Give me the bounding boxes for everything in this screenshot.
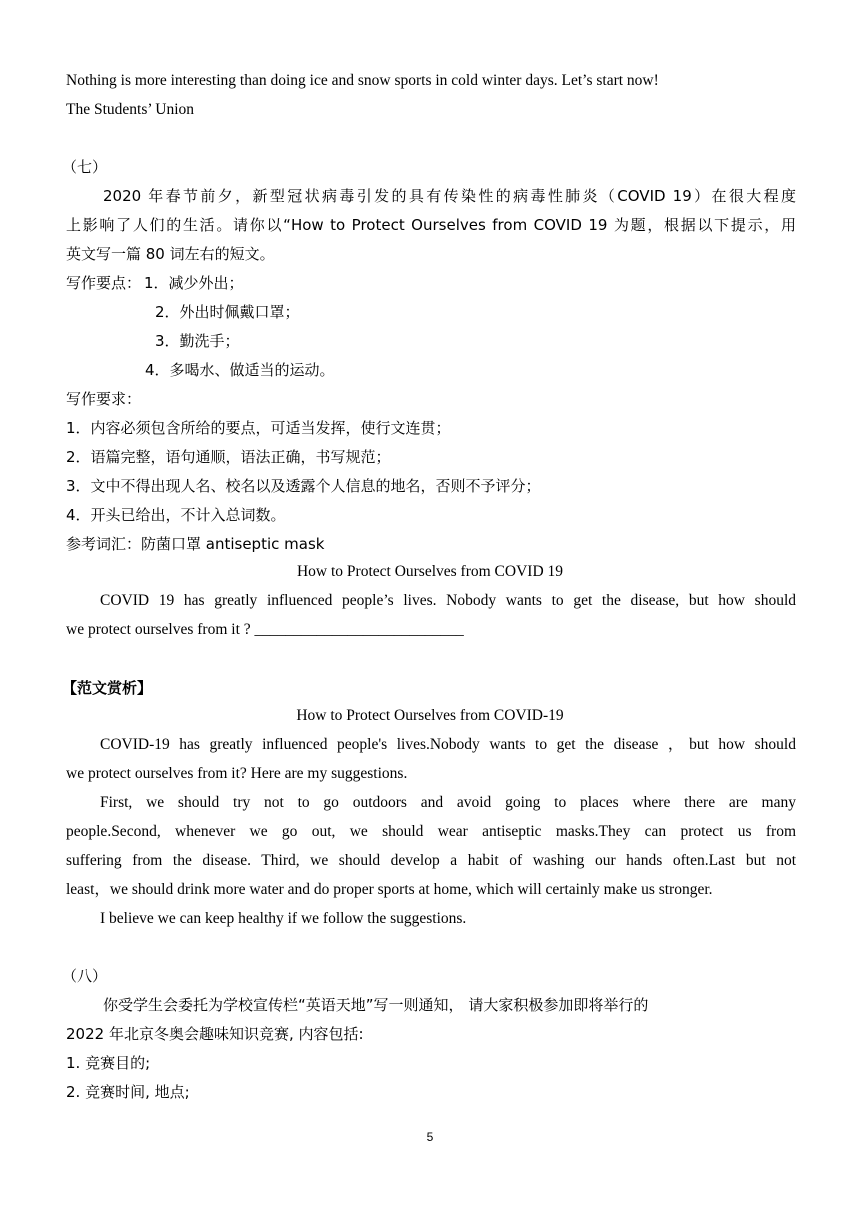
essay-opening-line-1: COVID 19 has greatly influenced people’s lives. Nobody wants to get the disease, but how should	[100, 592, 796, 609]
intro-line-1: Nothing is more interesting than doing ice and snow sports in cold winter days. Let’s start now!	[66, 72, 659, 89]
section-8-line-1: 你受学生会委托为学校宣传栏“英语天地”写一则通知， 请大家积极参加即将举行的	[103, 996, 649, 1014]
prompt-line-3: 英文写一篇 80 词左右的短文。	[66, 245, 275, 263]
model-para-2-line-1: First, we should try not to go outdoors and avoid going to places where there are many	[100, 794, 796, 811]
model-essay-title: How to Protect Ourselves from COVID-19	[296, 707, 564, 724]
requirements-label: 写作要求：	[66, 390, 142, 408]
vocabulary-hint: 参考词汇：防菌口罩 antiseptic mask	[66, 535, 325, 553]
model-para-1-line-1: COVID-19 has greatly influenced people's lives.Nobody wants to get the disease ，but how should	[100, 736, 796, 753]
model-para-2-line-3: suffering from the disease. Third, we should develop a habit of washing our hands often.Last but not	[66, 852, 796, 869]
essay-opening-line-2: we protect ourselves from it ? ___________________________	[66, 621, 464, 638]
section-8-item-2: 2. 竞赛时间, 地点;	[66, 1083, 190, 1101]
section-8-item-1: 1. 竞赛目的;	[66, 1054, 151, 1072]
requirement-item-4: 4．开头已给出，不计入总词数。	[66, 506, 286, 524]
point-item-1: 1．减少外出；	[144, 274, 244, 292]
point-item-3: 3．勤洗手；	[155, 332, 240, 350]
prompt-line-1: 2020 年春节前夕，新型冠状病毒引发的具有传染性的病毒性肺炎（COVID 19）在很大程度	[103, 187, 796, 205]
points-label: 写作要点：	[66, 274, 142, 292]
intro-signature: The Students’ Union	[66, 101, 195, 118]
section-7-heading: （七）	[62, 158, 108, 176]
point-item-4: 4．多喝水、做适当的运动。	[145, 361, 335, 379]
model-para-3: I believe we can keep healthy if we follow the suggestions.	[100, 910, 467, 927]
section-8-heading: （八）	[62, 967, 108, 985]
point-item-2: 2．外出时佩戴口罩；	[155, 303, 300, 321]
page-number: 5	[426, 1130, 434, 1144]
prompt-line-2: 上影响了人们的生活。请你以“How to Protect Ourselves from COVID 19 为题，根据以下提示，用	[66, 216, 796, 234]
model-essay-heading: 【范文赏析】	[62, 679, 153, 697]
requirement-item-3: 3．文中不得出现人名、校名以及透露个人信息的地名，否则不予评分；	[66, 477, 541, 495]
essay-title: How to Protect Ourselves from COVID 19	[296, 563, 564, 580]
model-para-2-line-4: least，we should drink more water and do proper sports at home, which will certainly make us stronger.	[66, 881, 713, 898]
requirement-item-1: 1．内容必须包含所给的要点，可适当发挥，使行文连贯；	[66, 419, 451, 437]
model-para-2-line-2: people.Second, whenever we go out, we should wear antiseptic masks.They can protect us from	[66, 823, 796, 840]
model-para-1-line-2: we protect ourselves from it? Here are my suggestions.	[66, 765, 408, 782]
section-8-line-2: 2022 年北京冬奥会趣味知识竞赛, 内容包括:	[66, 1025, 364, 1043]
requirement-item-2: 2．语篇完整，语句通顺，语法正确，书写规范；	[66, 448, 391, 466]
